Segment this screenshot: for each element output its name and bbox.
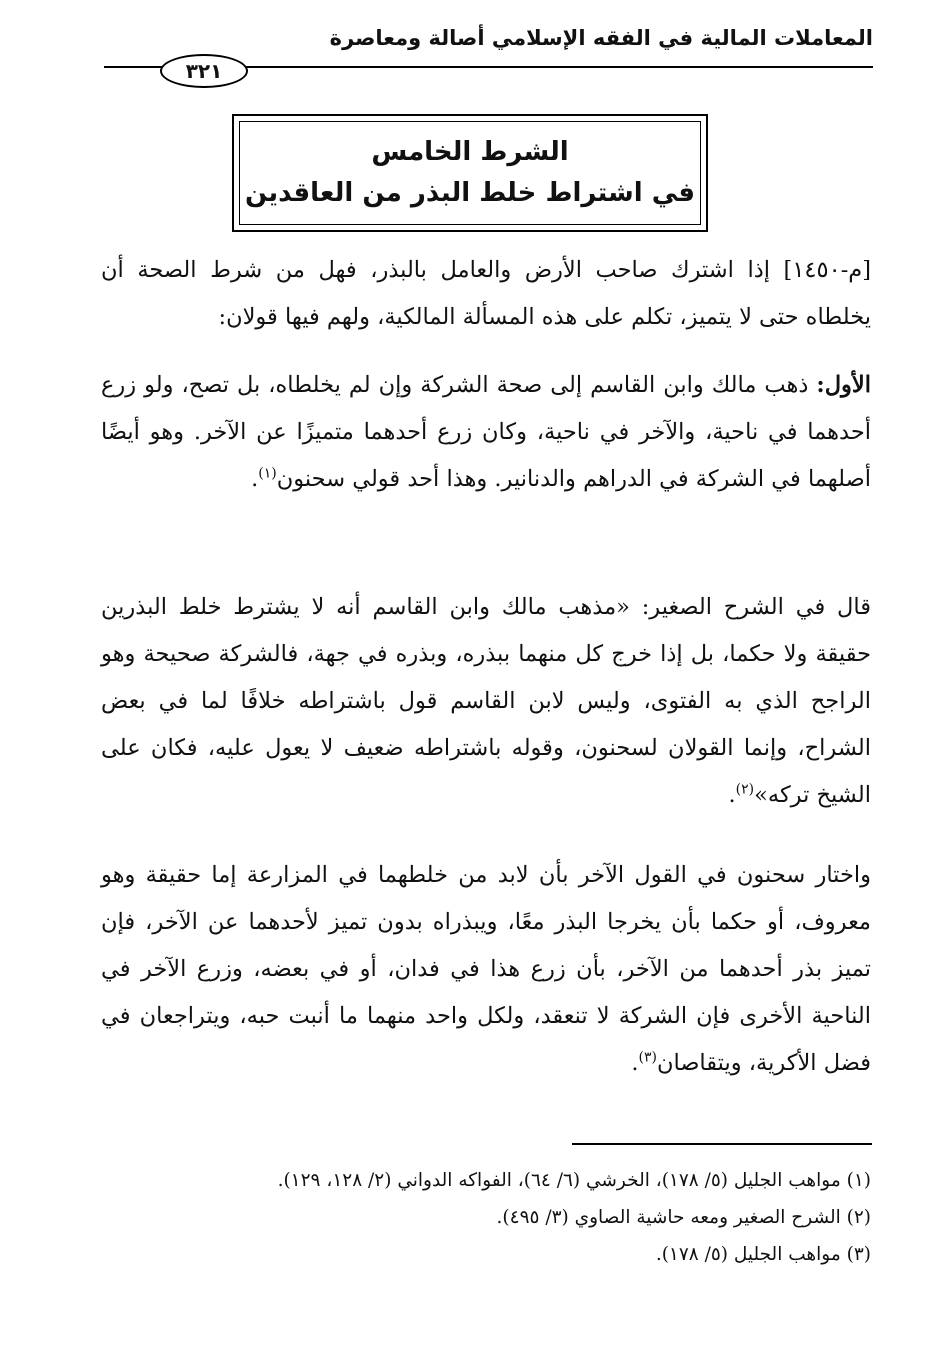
quote-end: . xyxy=(728,782,736,808)
section-title-box xyxy=(232,114,708,232)
page-number: ٣٢١ xyxy=(160,54,248,88)
footnote-2: (٢) الشرح الصغير ومعه حاشية الصاوي (٣/ ٤٩٥). xyxy=(496,1207,871,1228)
footnote-1: (١) مواهب الجليل (٥/ ١٧٨)، الخرشي (٦/ ٦٤)، الفواكه الدواني (٢/ ١٢٨، ١٢٩). xyxy=(277,1170,871,1191)
paragraph-sharh-saghir-quote xyxy=(101,584,871,819)
footnotes-section xyxy=(101,1162,871,1273)
quote-text: قال في الشرح الصغير: «مذهب مالك وابن القاسم أنه لا يشترط خلط البذرين حقيقة ولا حكما، بل إذا خرج كل منهما ببذره، وبذره في جهة، فالشركة صحيحة وهو الراجح الذي به الفتوى، وليس لابن القاسم قول باشتراطه خلافًا لما في بعض الشراح، وإنما القولان لسحنون، وقوله باشتراطه ضعيف لا يعول عليه، فكان على الشيخ تركه» xyxy=(101,594,871,808)
paragraph-second-opinion xyxy=(101,852,871,1087)
section-title-line-2: في اشتراط خلط البذر من العاقدين xyxy=(244,178,696,208)
first-opinion-end: . xyxy=(251,466,259,492)
running-header-title: المعاملات المالية في الفقه الإسلامي أصالة ومعاصرة xyxy=(329,26,873,50)
paragraph-first-opinion xyxy=(101,362,871,503)
paragraph-intro xyxy=(101,247,871,341)
footnote-separator xyxy=(572,1143,872,1145)
first-opinion-text: ذهب مالك وابن القاسم إلى صحة الشركة وإن لم يخلطاه، بل تصح، ولو زرع أحدهما في ناحية، والآخر في ناحية، وكان زرع أحدهما متميزًا عن الآخر. وهو أيضًا أصلهما في الشركة في الدراهم والدنانير. وهذا أحد قولي سحنون xyxy=(101,372,871,492)
section-title-line-1: الشرط الخامس xyxy=(371,136,569,167)
second-opinion-end: . xyxy=(631,1050,639,1076)
paragraph-intro-text: [م-١٤٥٠] إذا اشترك صاحب الأرض والعامل بالبذر، فهل من شرط الصحة أن يخلطاه حتى لا يتميز، تكلم على هذه المسألة المالكية، ولهم فيها قولان: xyxy=(101,257,871,330)
footnote-ref-1: (١) xyxy=(258,465,277,482)
first-opinion-lead: الأول: xyxy=(816,372,871,398)
second-opinion-text: واختار سحنون في القول الآخر بأن لابد من خلطهما في المزارعة إما حقيقة وهو معروف، أو حكما بأن يخرجا البذر معًا، ويبذراه بدون تميز لأحدهما عن الآخر، فإن تميز بذر أحدهما من الآخر، بأن زرع هذا في فدان، أو في بعضه، وزرع الآخر في الناحية الأخرى فإن الشركة لا تنعقد، ولكل واحد منهما ما أنبت حبه، ويتراجعان في فضل الأكرية، ويتقاصان xyxy=(101,862,871,1076)
footnote-ref-3: (٣) xyxy=(638,1049,657,1066)
footnote-3: (٣) مواهب الجليل (٥/ ١٧٨). xyxy=(655,1244,871,1265)
section-title-inner-frame xyxy=(239,121,701,225)
footnote-ref-2: (٢) xyxy=(735,781,755,798)
